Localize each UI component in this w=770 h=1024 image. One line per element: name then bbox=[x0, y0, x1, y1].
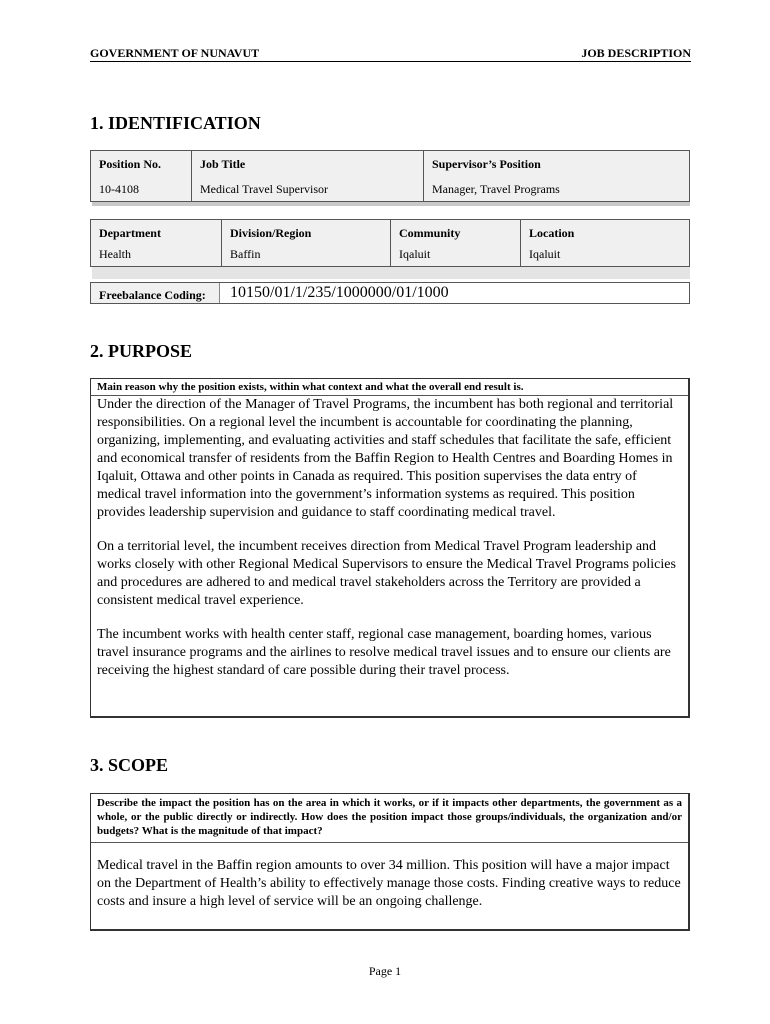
division-label: Division/Region bbox=[230, 226, 312, 240]
freebalance-box bbox=[90, 282, 690, 304]
scope-prompt: Describe the impact the position has on the area in which it works, or if it impacts other departments, the government as a whole, or the public directly or indirectly. How does the position impact those groups/individuals, the organization and/or budgets? What is the magnitude of that impact? bbox=[97, 797, 682, 837]
job-title-value: Medical Travel Supervisor bbox=[200, 182, 328, 196]
header-government: GOVERNMENT OF NUNAVUT bbox=[90, 46, 260, 60]
identification-title: 1. IDENTIFICATION bbox=[90, 113, 261, 133]
job-title-label: Job Title bbox=[200, 157, 246, 171]
department-cell bbox=[91, 220, 221, 266]
header-divider bbox=[90, 61, 691, 62]
community-label: Community bbox=[399, 226, 461, 240]
division-value: Baffin bbox=[230, 247, 261, 261]
position-no-value: 10-4108 bbox=[99, 182, 139, 196]
position-no-cell bbox=[91, 151, 191, 201]
scope-paragraph: Medical travel in the Baffin region amounts to over 34 million. This position will have a major impact on the Department of Health’s ability to effectively manage those costs. Finding creative ways to reduce costs and insure a high level of service will be an ongoing challenge. bbox=[97, 858, 681, 909]
scope-box bbox=[90, 793, 690, 931]
division-cell bbox=[221, 220, 391, 266]
header-doc-type: JOB DESCRIPTION bbox=[581, 46, 691, 60]
purpose-paragraph: The incumbent works with health center staff, regional case management, boarding homes, various travel insurance programs and the airlines to resolve medical travel issues and to ensure our clients are receiving the highest standard of care possible during their travel process. bbox=[97, 627, 671, 678]
department-label: Department bbox=[99, 226, 161, 240]
freebalance-label: Freebalance Coding: bbox=[99, 288, 206, 302]
job-title-cell bbox=[191, 151, 424, 201]
location-value: Iqaluit bbox=[529, 247, 561, 261]
purpose-paragraph: On a territorial level, the incumbent receives direction from Medical Travel Program leadership and works closely with other Regional Medical Supervisors to ensure the Medical Travel Programs policies and procedures are adhered to and medical travel stakeholders across the Territory are provided a consistent medical travel experience. bbox=[97, 539, 676, 608]
purpose-paragraph: Under the direction of the Manager of Travel Programs, the incumbent has both regional and territorial responsibilities. On a regional level the incumbent is accountable for coordinating the planning, organizing, implementing, and evaluating activities and staff schedules that facilitate the safe, efficient and economical transfer of residents from the Baffin Region to Health Centres and Boarding Homes in Iqaluit, Ottawa and other points in Canada as required. This position supervises the data entry of medical travel information into the government’s information systems as required. This position provides leadership supervision and guidance to staff coordinating medical travel. bbox=[97, 397, 674, 520]
position-no-label: Position No. bbox=[99, 157, 162, 171]
community-value: Iqaluit bbox=[399, 247, 431, 261]
purpose-body bbox=[91, 396, 688, 680]
community-cell bbox=[390, 220, 521, 266]
purpose-prompt: Main reason why the position exists, within what context and what the overall end result is. bbox=[97, 381, 524, 393]
location-cell bbox=[520, 220, 689, 266]
supervisor-label: Supervisor’s Position bbox=[432, 157, 541, 171]
purpose-title: 2. PURPOSE bbox=[90, 341, 193, 361]
freebalance-value: 10150/01/1/235/1000000/01/1000 bbox=[230, 284, 449, 301]
supervisor-cell bbox=[423, 151, 689, 201]
identification-row2-table bbox=[90, 219, 690, 267]
scope-body bbox=[91, 843, 688, 911]
table-shadow bbox=[92, 202, 690, 206]
page-number: Page 1 bbox=[368, 964, 402, 978]
freebalance-field bbox=[219, 283, 689, 303]
location-label: Location bbox=[529, 226, 575, 240]
identification-row1-table bbox=[90, 150, 690, 202]
scope-title: 3. SCOPE bbox=[90, 755, 169, 775]
supervisor-value: Manager, Travel Programs bbox=[432, 182, 560, 196]
table-gap bbox=[92, 267, 690, 279]
purpose-box bbox=[90, 378, 690, 718]
department-value: Health bbox=[99, 247, 131, 261]
